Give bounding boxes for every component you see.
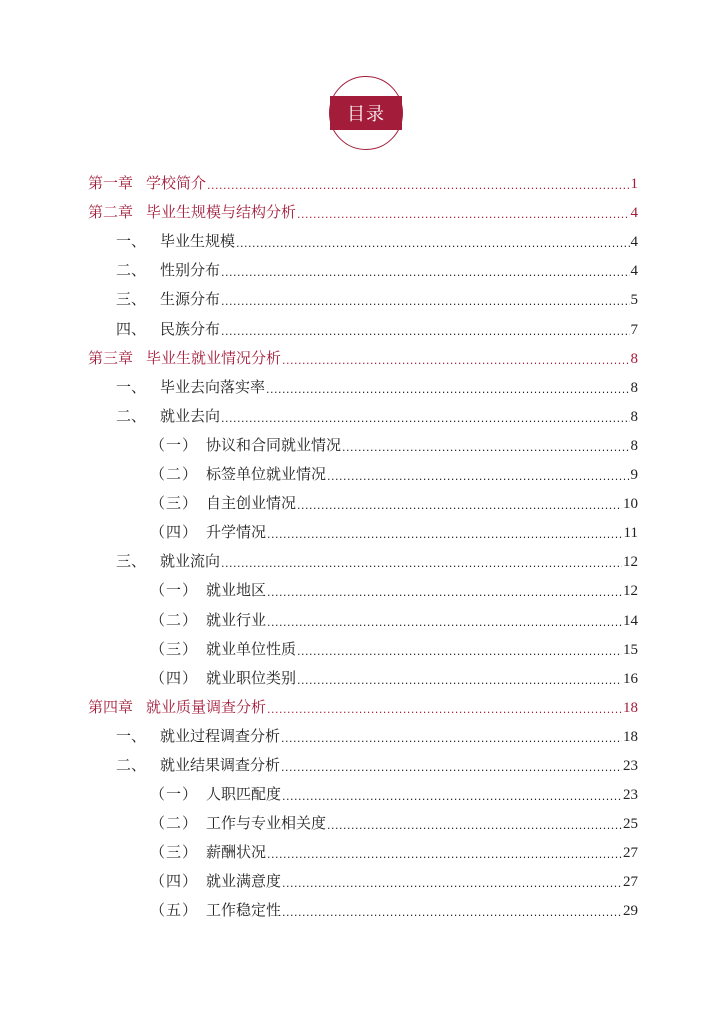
toc-entry[interactable] [0, 226, 724, 255]
toc-entry-page: 7 [630, 321, 638, 338]
toc-entry[interactable] [0, 779, 724, 808]
toc-entry-title: 升学情况 [206, 523, 267, 542]
toc-entry-title: 就业行业 [206, 610, 267, 629]
toc-entry[interactable] [0, 284, 724, 313]
toc-leader-dots [267, 529, 623, 542]
toc-entry-number: （二） [150, 465, 199, 484]
toc-entry-title: 就业结果调查分析 [160, 755, 281, 774]
toc-entry-page: 18 [623, 728, 638, 745]
toc-entry[interactable] [0, 546, 724, 575]
toc-entry-number: 第一章 [88, 174, 134, 193]
toc-leader-dots [236, 238, 629, 251]
toc-leader-dots [267, 849, 622, 862]
toc-entry-title: 就业质量调查分析 [146, 697, 267, 716]
toc-leader-dots [297, 646, 622, 659]
toc-entry-title: 性别分布 [160, 261, 221, 280]
toc-entry-page: 18 [623, 699, 638, 716]
toc-entry[interactable] [0, 837, 724, 866]
toc-entry[interactable] [0, 895, 724, 924]
toc-entry-title: 就业过程调查分析 [160, 726, 281, 745]
toc-entry-number: （四） [150, 668, 199, 687]
toc-entry-title: 就业去向 [160, 406, 221, 425]
toc-entry-page: 27 [623, 874, 638, 891]
toc-entry[interactable] [0, 604, 724, 633]
toc-entry[interactable] [0, 372, 724, 401]
toc-entry-number: 一、 [116, 726, 147, 745]
toc-leader-dots [281, 733, 622, 746]
toc-entry-number: （四） [150, 523, 199, 542]
toc-title-badge [329, 76, 403, 150]
toc-entry-number: 第四章 [88, 697, 134, 716]
toc-leader-dots [221, 413, 629, 426]
toc-entry-number: 一、 [116, 232, 147, 251]
toc-title: 目录 [330, 96, 402, 130]
toc-entry-title: 学校简介 [146, 174, 207, 193]
toc-leader-dots [266, 384, 629, 397]
toc-entry-number: （二） [150, 814, 199, 833]
toc-entry[interactable] [0, 197, 724, 226]
toc-entry[interactable] [0, 168, 724, 197]
toc-entry-title: 毕业生就业情况分析 [146, 348, 282, 367]
table-of-contents [0, 168, 724, 924]
toc-entry[interactable] [0, 517, 724, 546]
toc-entry[interactable] [0, 575, 724, 604]
toc-entry-title: 薪酬状况 [206, 843, 267, 862]
toc-entry-number: （三） [150, 494, 199, 513]
toc-entry-number: （三） [150, 639, 199, 658]
toc-entry-page: 23 [623, 787, 638, 804]
toc-entry[interactable] [0, 459, 724, 488]
toc-entry-page: 8 [630, 379, 638, 396]
toc-entry-title: 工作稳定性 [206, 901, 282, 920]
toc-entry-page: 14 [623, 612, 638, 629]
toc-leader-dots [282, 907, 622, 920]
toc-entry-page: 16 [623, 670, 638, 687]
toc-entry-number: （四） [150, 872, 199, 891]
toc-entry[interactable] [0, 808, 724, 837]
toc-entry-title: 就业职位类别 [206, 668, 297, 687]
toc-leader-dots [221, 296, 629, 309]
toc-entry[interactable] [0, 430, 724, 459]
toc-leader-dots [342, 442, 629, 455]
toc-entry-page: 9 [630, 467, 638, 484]
toc-leader-dots [267, 587, 622, 600]
toc-entry-number: （一） [150, 435, 199, 454]
toc-entry[interactable] [0, 634, 724, 663]
toc-leader-dots [297, 500, 622, 513]
toc-leader-dots [282, 791, 622, 804]
toc-entry-number: （二） [150, 610, 199, 629]
toc-entry-number: 第三章 [88, 348, 134, 367]
toc-entry-page: 5 [630, 292, 638, 309]
toc-entry[interactable] [0, 721, 724, 750]
toc-entry-number: 三、 [116, 552, 147, 571]
toc-entry[interactable] [0, 692, 724, 721]
toc-entry[interactable] [0, 343, 724, 372]
toc-entry-title: 毕业生规模 [160, 232, 236, 251]
toc-entry[interactable] [0, 488, 724, 517]
toc-entry-page: 4 [630, 234, 638, 251]
toc-entry-title: 民族分布 [160, 319, 221, 338]
toc-entry-page: 12 [623, 583, 638, 600]
toc-entry-title: 标签单位就业情况 [206, 465, 327, 484]
toc-leader-dots [207, 180, 629, 193]
toc-entry-number: 二、 [116, 406, 147, 425]
toc-entry[interactable] [0, 313, 724, 342]
toc-entry-page: 27 [623, 845, 638, 862]
toc-entry-page: 8 [630, 437, 638, 454]
toc-entry-number: 二、 [116, 755, 147, 774]
toc-entry-title: 就业单位性质 [206, 639, 297, 658]
toc-entry-title: 人职匹配度 [206, 785, 282, 804]
toc-entry-title: 工作与专业相关度 [206, 814, 327, 833]
toc-entry-number: 第二章 [88, 203, 134, 222]
toc-entry-title: 协议和合同就业情况 [206, 435, 342, 454]
toc-leader-dots [282, 878, 622, 891]
toc-entry-number: 二、 [116, 261, 147, 280]
toc-entry-page: 10 [623, 496, 638, 513]
toc-entry-title: 就业满意度 [206, 872, 282, 891]
toc-entry-title: 毕业生规模与结构分析 [146, 203, 297, 222]
toc-entry-page: 4 [630, 263, 638, 280]
toc-entry-title: 自主创业情况 [206, 494, 297, 513]
toc-entry[interactable] [0, 255, 724, 284]
toc-entry-page: 15 [623, 641, 638, 658]
toc-entry-title: 生源分布 [160, 290, 221, 309]
toc-leader-dots [281, 762, 622, 775]
toc-leader-dots [297, 209, 629, 222]
toc-entry-page: 8 [630, 408, 638, 425]
toc-entry[interactable] [0, 750, 724, 779]
toc-entry-title: 毕业去向落实率 [160, 377, 266, 396]
toc-entry-page: 29 [623, 903, 638, 920]
toc-leader-dots [267, 617, 622, 630]
toc-entry-number: （一） [150, 785, 199, 804]
toc-entry[interactable] [0, 401, 724, 430]
toc-leader-dots [327, 471, 629, 484]
toc-entry-number: （三） [150, 843, 199, 862]
toc-leader-dots [282, 355, 629, 368]
toc-entry-page: 25 [623, 816, 638, 833]
toc-leader-dots [221, 267, 629, 280]
toc-entry-number: （一） [150, 581, 199, 600]
toc-leader-dots [221, 326, 629, 339]
toc-leader-dots [327, 820, 622, 833]
toc-entry-number: （五） [150, 901, 199, 920]
toc-entry-page: 4 [630, 205, 638, 222]
toc-entry-page: 1 [630, 176, 638, 193]
toc-entry-page: 11 [623, 525, 638, 542]
toc-entry[interactable] [0, 866, 724, 895]
toc-entry-page: 23 [623, 757, 638, 774]
toc-entry-title: 就业流向 [160, 552, 221, 571]
toc-entry-title: 就业地区 [206, 581, 267, 600]
toc-entry-page: 12 [623, 554, 638, 571]
toc-entry-number: 三、 [116, 290, 147, 309]
toc-leader-dots [297, 675, 622, 688]
toc-entry-page: 8 [630, 350, 638, 367]
toc-leader-dots [221, 558, 622, 571]
toc-leader-dots [267, 704, 622, 717]
toc-entry-number: 四、 [116, 319, 147, 338]
toc-entry[interactable] [0, 663, 724, 692]
toc-entry-number: 一、 [116, 377, 147, 396]
